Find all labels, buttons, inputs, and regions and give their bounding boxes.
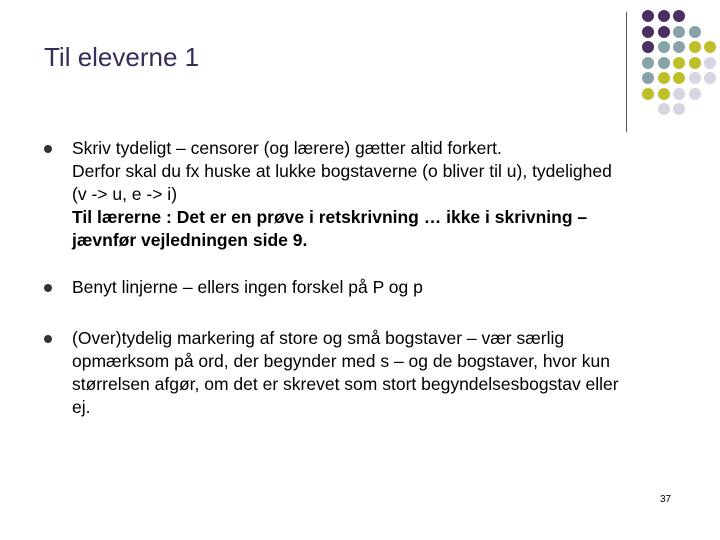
decorative-dot — [704, 57, 716, 69]
bullet-line: (Over)tydelig markering af store og små bogstaver – vær særlig — [72, 328, 565, 348]
bullet-item-capitalization — [44, 327, 694, 419]
bullet-line: Derfor skal du fx huske at lukke bogstaverne (o bliver til u), tydelighed — [72, 161, 612, 181]
page-number: 37 — [660, 494, 672, 505]
decorative-dot — [704, 72, 716, 84]
vertical-divider — [626, 12, 627, 132]
decorative-dot — [673, 57, 685, 69]
bullet-item-handwriting — [44, 137, 694, 252]
decorative-dot — [689, 41, 701, 53]
decorative-dot — [658, 88, 670, 100]
slide-title: Til eleverne 1 — [44, 42, 200, 72]
decorative-dot — [673, 10, 685, 22]
decorative-dot-grid — [638, 8, 720, 118]
bullet-line: Skriv tydeligt – censorer (og lærere) gætter altid forkert. — [72, 138, 502, 158]
decorative-dot — [689, 88, 701, 100]
bullet-icon — [44, 284, 52, 292]
decorative-dot — [642, 88, 654, 100]
decorative-dot — [689, 72, 701, 84]
decorative-dot — [658, 10, 670, 22]
decorative-dot — [673, 72, 685, 84]
decorative-dot — [673, 41, 685, 53]
bullet-line: opmærksom på ord, der begynder med s – og de bogstaver, hvor kun — [72, 351, 610, 371]
decorative-dot — [689, 57, 701, 69]
decorative-dot — [658, 41, 670, 53]
bullet-list — [44, 137, 694, 419]
bullet-icon — [44, 145, 52, 153]
decorative-dot — [673, 88, 685, 100]
decorative-dot — [673, 103, 685, 115]
decorative-dot — [642, 41, 654, 53]
decorative-dot — [642, 57, 654, 69]
decorative-dot — [704, 41, 716, 53]
bullet-icon — [44, 335, 52, 343]
decorative-dot — [642, 10, 654, 22]
bullet-line: størrelsen afgør, om det er skrevet som stort begyndelsesbogstav eller — [72, 374, 619, 394]
decorative-dot — [642, 72, 654, 84]
bullet-line: (v -> u, e -> i) — [72, 184, 178, 204]
bullet-line-teacher-note: jævnfør vejledningen side 9. — [72, 230, 308, 250]
bullet-line: Benyt linjerne – ellers ingen forskel på P og p — [72, 277, 423, 297]
bullet-item-lines — [44, 276, 694, 299]
decorative-dot — [673, 26, 685, 38]
decorative-dot — [658, 26, 670, 38]
decorative-dot — [658, 72, 670, 84]
decorative-dot — [658, 103, 670, 115]
bullet-line-teacher-note: Til lærerne : Det er en prøve i retskrivning … ikke i skrivning – — [72, 207, 588, 227]
bullet-line: ej. — [72, 397, 91, 417]
decorative-dot — [658, 57, 670, 69]
decorative-dot — [689, 26, 701, 38]
decorative-dot — [642, 26, 654, 38]
